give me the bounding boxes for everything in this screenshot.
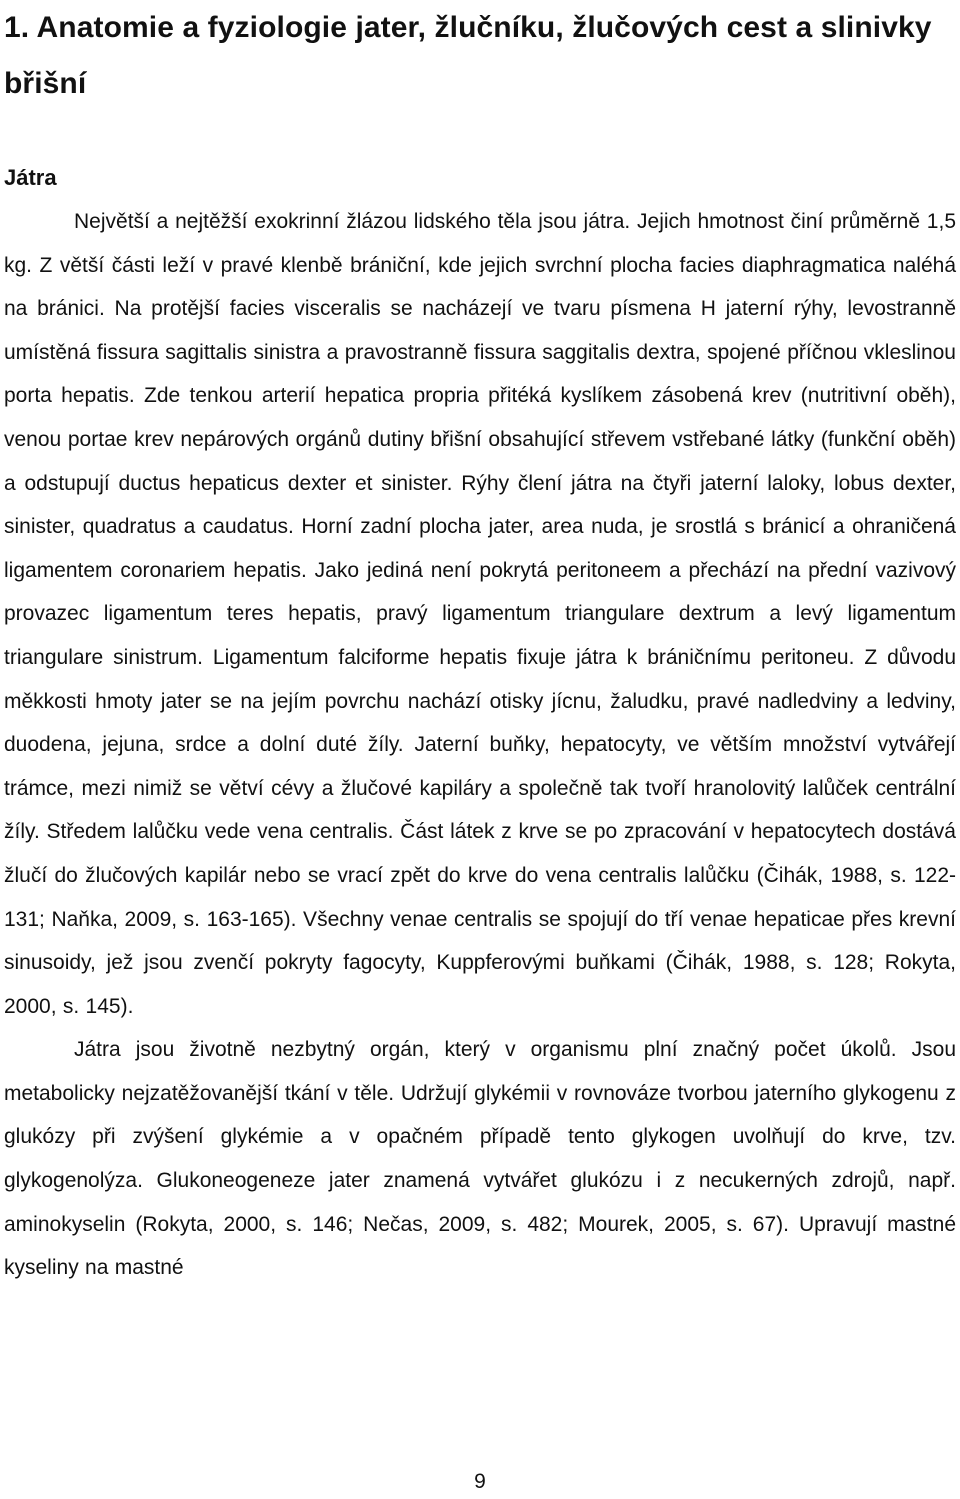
section-heading: Játra (4, 165, 57, 190)
chapter-title: 1. Anatomie a fyziologie jater, žlučníku, žlučových cest a slinivky břišní (4, 11, 932, 100)
page-number: 9 (474, 1470, 486, 1493)
paragraph-liver-function: Játra jsou životně nezbytný orgán, který v organismu plní značný počet úkolů. Jsou metabolicky nejzatěžovanější tkání v těle. Udržují glykémii v rovnováze tvorbou jaterního glykogenu z glukózy při zvýšení glykémie a v opačném případě tento glykogen uvolňují do krve, tzv. glykogenolýza. Glukoneogeneze jater znamená vytvářet glukózu i z necukerných zdrojů, např. aminokyselin (Rokyta, 2000, s. 146; Nečas, 2009, s. 482; Mourek, 2005, s. 67). Upravují mastné kyseliny na mastné (4, 1038, 956, 1280)
paragraph-liver-anatomy: Největší a nejtěžší exokrinní žlázou lidského těla jsou játra. Jejich hmotnost činí průměrně 1,5 kg. Z větší části leží v pravé klenbě brániční, kde jejich svrchní plocha facies diaphragmatica naléhá na bránici. Na protější facies visceralis se nacházejí ve tvaru písmena H jaterní rýhy, levostranně umístěná fissura sagittalis sinistra a pravostranně fissura saggitalis dextra, spojené příčnou vkleslinou porta hepatis. Zde tenkou arterií hepatica propria přitéká kyslíkem zásobená krev (nutritivní oběh), venou portae krev nepárových orgánů dutiny břišní obsahující střevem vstřebané látky (funkční oběh) a odstupují ductus hepaticus dexter et sinister. Rýhy člení játra na čtyři jaterní laloky, lobus dexter, sinister, quadratus a caudatus. Horní zadní plocha jater, area nuda, je srostlá s bránicí a ohraničená ligamentem coronariem hepatis. Jako jediná není pokrytá peritoneem a přechází na přední vazivový provazec ligamentum teres hepatis, pravý ligamentum triangulare dextrum a levý ligamentum triangulare sinistrum. Ligamentum falciforme hepatis fixuje játra k bráničnímu peritoneu. Z důvodu měkkosti hmoty jater se na jejím povrchu nachází otisky jícnu, žaludku, pravé nadledviny a ledviny, duodena, jejuna, srdce a dolní duté žíly. Jaterní buňky, hepatocyty, ve větším množství vytvářejí trámce, mezi nimiž se větví cévy a žlučové kapiláry a společně tak tvoří hranolovitý lalůček centrální žíly. Středem lalůčku vede vena centralis. Část látek z krve se po zpracování v hepatocytech dostává žlučí do žlučových kapilár nebo se vrací zpět do krve do vena centralis lalůčku (Čihák, 1988, s. 122-131; Naňka, 2009, s. 163-165). Všechny venae centralis se spojují do tří venae hepaticae přes krevní sinusoidy, jež jsou zvenčí pokryty fagocyty, Kuppferovými buňkami (Čihák, 1988, s. 128; Rokyta, 2000, s. 145). (4, 210, 956, 1018)
